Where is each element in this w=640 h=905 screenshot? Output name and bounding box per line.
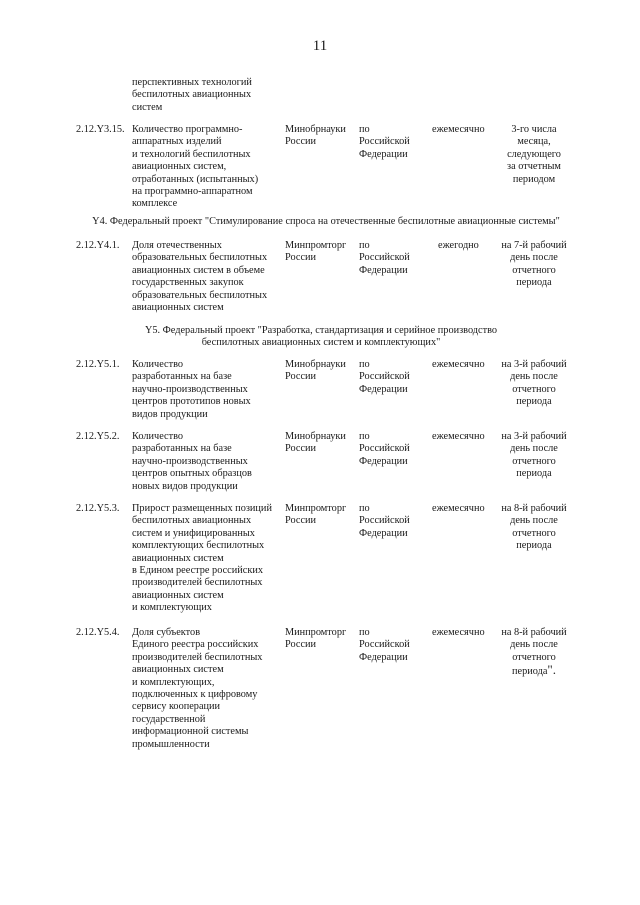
- indicator-code: 2.12.Y5.4.: [76, 627, 120, 638]
- aggregation-level: по Российской Федерации: [359, 431, 410, 467]
- continued-indicator-name: перспективных технологий беспилотных авиационных систем: [132, 77, 252, 113]
- aggregation-level: по Российской Федерации: [359, 627, 410, 663]
- aggregation-level: по Российской Федерации: [359, 503, 410, 539]
- responsible-agency: Минобрнауки России: [285, 124, 346, 148]
- indicator-name: Количество разработанных на базе научно-производственных центров прототипов новых видов продукции: [132, 359, 251, 420]
- reporting-deadline: на 3-й рабочий день после отчетного периода: [501, 359, 567, 408]
- page-number: 11: [312, 38, 328, 54]
- responsible-agency: Минобрнауки России: [285, 359, 346, 383]
- reporting-deadline: на 8-й рабочий день после отчетного периода: [501, 503, 567, 552]
- aggregation-level: по Российской Федерации: [359, 359, 410, 395]
- reporting-frequency: ежемесячно: [432, 359, 485, 370]
- responsible-agency: Минобрнауки России: [285, 431, 346, 455]
- responsible-agency: Минпромторг России: [285, 240, 347, 264]
- indicator-name: Количество программно- аппаратных изделий и технологий беспилотных авиационных систем, отработанных (испытанных) на программно-аппаратном комплексе: [132, 124, 259, 210]
- reporting-deadline: на 3-й рабочий день после отчетного периода: [501, 431, 567, 480]
- indicator-name: Доля субъектов Единого реестра российских производителей беспилотных авиационных систем и комплектующих, подключенных к цифровому сервису кооперации государственной информационной системы промышленности: [132, 627, 263, 750]
- responsible-agency: Минпромторг России: [285, 503, 347, 527]
- reporting-frequency: ежемесячно: [432, 627, 485, 638]
- closing-quote-mark: ".: [547, 662, 556, 678]
- responsible-agency: Минпромторг России: [285, 627, 347, 651]
- reporting-frequency: ежемесячно: [432, 431, 485, 442]
- reporting-deadline: [494, 627, 574, 679]
- indicator-code: 2.12.Y5.1.: [76, 359, 120, 370]
- reporting-deadline: 3-го числа месяца, следующего за отчетным периодом: [507, 124, 561, 185]
- indicator-name: Доля отечественных образовательных беспилотных авиационных систем в объеме государственных закупок образовательных беспилотных авиационных систем: [132, 240, 268, 314]
- aggregation-level: по Российской Федерации: [359, 124, 410, 160]
- section-heading-y5: Y5. Федеральный проект "Разработка, стандартизация и серийное производство беспилотных авиационных систем и комплектующих": [144, 325, 498, 349]
- indicator-name: Количество разработанных на базе научно-производственных центров опытных образцов новых видов продукции: [132, 431, 252, 492]
- section-heading-y4: Y4. Федеральный проект "Стимулирование спроса на отечественные беспилотные авиационные системы": [92, 216, 560, 227]
- indicator-name: Прирост размещенных позиций беспилотных авиационных систем и унифицированных комплектующих беспилотных авиационных систем в Едином реестре российских производителей беспилотных авиационных систем и комплектующих: [132, 503, 272, 614]
- indicator-code: 2.12.Y4.1.: [76, 240, 120, 251]
- reporting-frequency: ежемесячно: [432, 503, 485, 514]
- reporting-deadline-text: на 8-й рабочий день после отчетного периода: [501, 627, 567, 678]
- reporting-frequency: ежегодно: [438, 240, 479, 251]
- reporting-deadline: на 7-й рабочий день после отчетного периода: [501, 240, 567, 289]
- aggregation-level: по Российской Федерации: [359, 240, 410, 276]
- indicator-code: 2.12.Y5.2.: [76, 431, 120, 442]
- indicator-code: 2.12.Y5.3.: [76, 503, 120, 514]
- reporting-frequency: ежемесячно: [432, 124, 485, 135]
- indicator-code: 2.12.Y3.15.: [76, 124, 125, 135]
